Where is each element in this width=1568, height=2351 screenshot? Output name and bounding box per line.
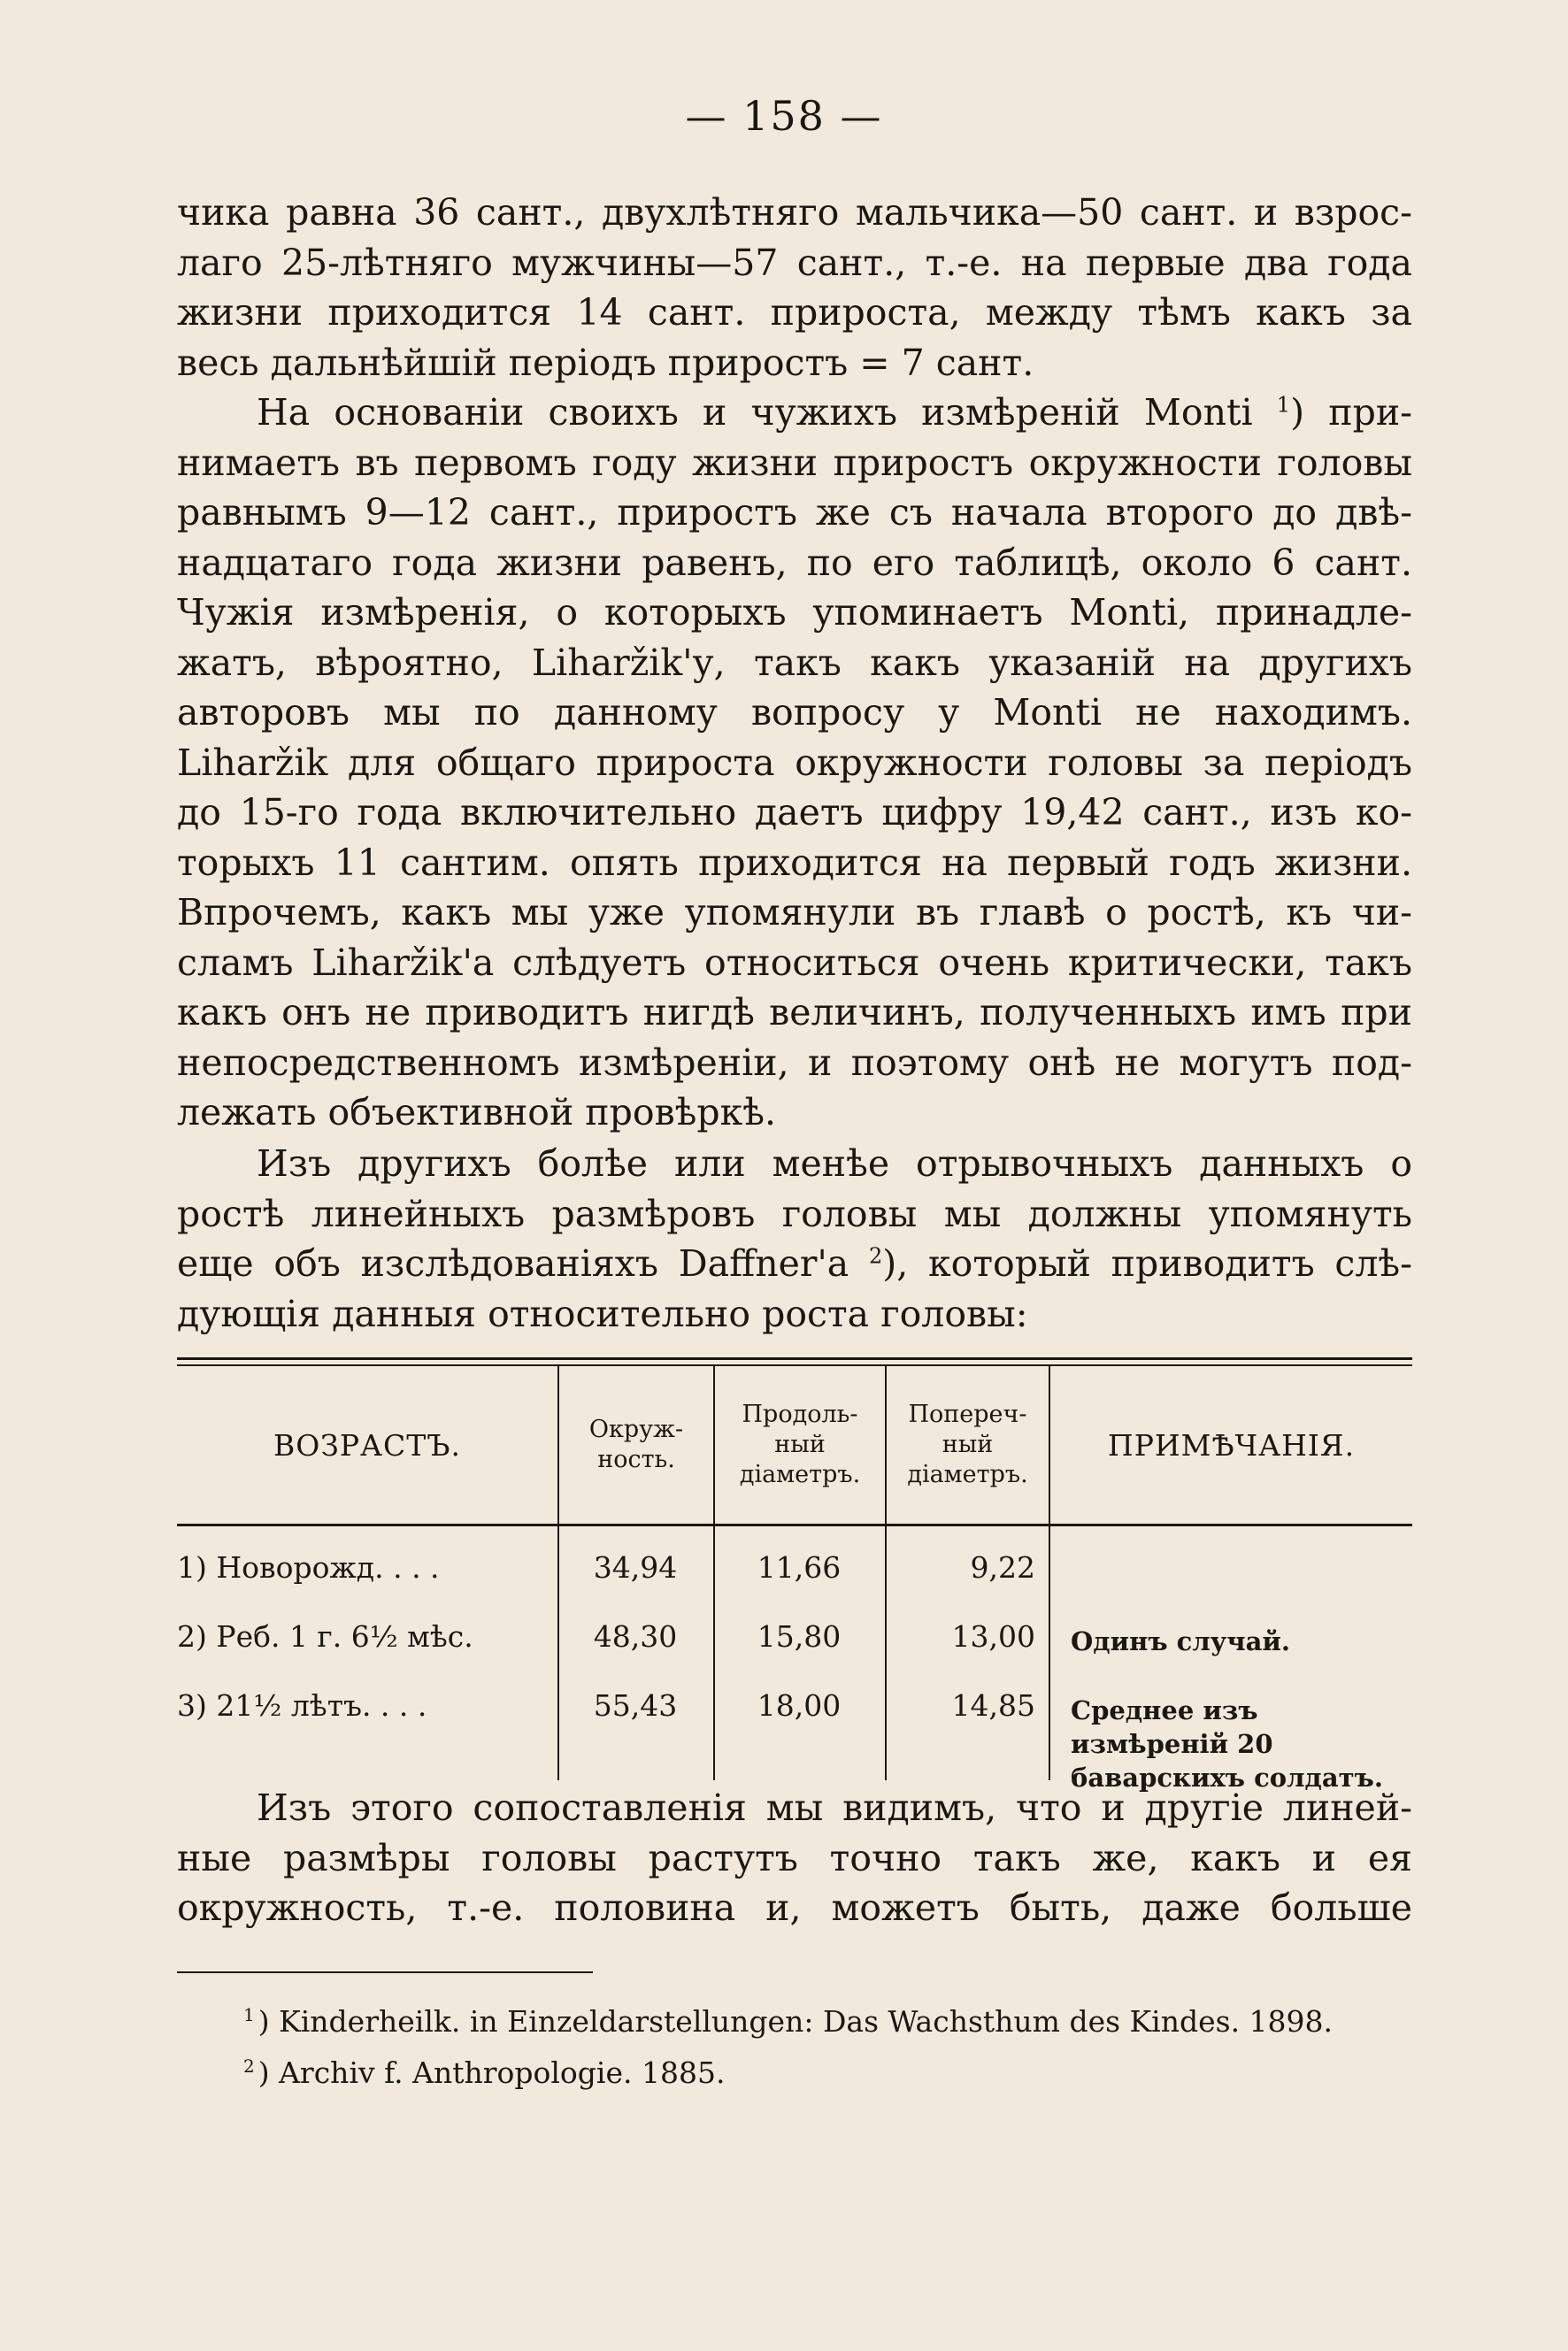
text-line: равнымъ 9—12 сант., приростъ же съ начала второго до двѣ- <box>177 491 1412 534</box>
paragraph-1 <box>177 188 1412 388</box>
cell-circumference: 34,94 <box>593 1550 678 1585</box>
text-line <box>177 1239 1412 1289</box>
line-text: ) при- <box>1290 391 1412 434</box>
line-text: На основаніи своихъ и чужихъ измѣреній Monti <box>257 391 1277 434</box>
paragraph-2 <box>177 388 1412 1138</box>
table-row <box>177 1550 1412 1603</box>
cell-age: 2) Реб. 1 г. 6½ мѣс. <box>177 1619 473 1654</box>
text-line: сламъ Liharžik'а слѣдуетъ относиться очень критически, такъ <box>177 941 1412 984</box>
header-text: Продоль- <box>742 1401 858 1428</box>
text-line: нимаетъ въ первомъ году жизни приростъ окружности головы <box>177 441 1412 484</box>
footnotes <box>243 1993 1420 2095</box>
text-line: надцатаго года жизни равенъ, по его таблицѣ, около 6 сант. <box>177 541 1412 584</box>
text-line: окружность, т.-е. половина и, можетъ быть, даже больше <box>177 1886 1412 1929</box>
cell-longitudinal: 18,00 <box>757 1688 842 1723</box>
header-age: ВОЗРАСТЪ. <box>273 1427 462 1463</box>
text-line: чика равна 36 сант., двухлѣтняго мальчика—50 сант. и взрос- <box>177 191 1412 234</box>
header-text: діаметръ. <box>907 1461 1028 1488</box>
text-line: жизни приходится 14 сант. прироста, между тѣмъ какъ за <box>177 291 1412 334</box>
table-row <box>177 1688 1412 1793</box>
footnote-mark: 2 <box>243 2055 255 2077</box>
footnote-separator <box>177 1971 593 1973</box>
header-notes: ПРИМѢЧАНІЯ. <box>1107 1427 1356 1463</box>
cell-circumference: 55,43 <box>593 1688 678 1723</box>
text-line: дующія данныя относительно роста головы: <box>177 1292 1028 1335</box>
cell-circumference: 48,30 <box>593 1619 678 1654</box>
text-line: ростѣ линейныхъ размѣровъ головы мы должны упомянуть <box>177 1192 1412 1235</box>
footnote-text: ) Archiv f. Anthropologie. 1885. <box>257 2055 726 2090</box>
text-line <box>177 388 1412 438</box>
text-line: весь дальнѣйшій періодъ приростъ = 7 сант. <box>177 341 1034 384</box>
cell-transverse: 9,22 <box>970 1550 1035 1585</box>
text-line: до 15-го года включительно даетъ цифру 19,42 сант., изъ ко- <box>177 791 1412 834</box>
cell-transverse: 13,00 <box>951 1619 1035 1654</box>
cell-longitudinal: 15,80 <box>757 1619 842 1654</box>
footnote <box>243 1993 1420 2044</box>
table-row <box>177 1619 1412 1672</box>
footnote <box>243 2044 1420 2095</box>
header-text: ный <box>774 1431 826 1458</box>
text-line: непосредственномъ измѣреніи, и поэтому онѣ не могутъ под- <box>177 1041 1412 1084</box>
footnote-ref[interactable]: 2 <box>868 1243 883 1269</box>
text-line: Впрочемъ, какъ мы уже упомянули въ главѣ о ростѣ, къ чи- <box>177 891 1412 933</box>
header-text: ность. <box>597 1446 675 1473</box>
header-text: ный <box>942 1431 994 1458</box>
cell-note: Одинъ случай. <box>1071 1626 1290 1656</box>
cell-transverse: 14,85 <box>951 1688 1035 1723</box>
cell-longitudinal: 11,66 <box>757 1550 842 1585</box>
header-transverse-diameter <box>887 1366 1049 1524</box>
table-rule <box>177 1357 1412 1360</box>
text-line: Чужія измѣренія, о которыхъ упоминаетъ Monti, принадле- <box>177 591 1412 634</box>
text-line: Изъ другихъ болѣе или менѣе отрывочныхъ данныхъ о <box>257 1142 1412 1185</box>
paragraph-3 <box>177 1139 1412 1339</box>
text-line: торыхъ 11 сантим. опять приходится на первый годъ жизни. <box>177 841 1412 884</box>
text-line: Liharžik для общаго прироста окружности головы за періодъ <box>177 741 1412 784</box>
text-line: авторовъ мы по данному вопросу у Monti не находимъ. <box>177 691 1412 734</box>
footnote-ref[interactable]: 1 <box>1276 392 1291 418</box>
cell-age: 3) 21½ лѣтъ. . . . <box>177 1688 427 1723</box>
text-line: ные размѣры головы растутъ точно такъ же, какъ и ея <box>177 1836 1412 1879</box>
cell-age: 1) Новорожд. . . . <box>177 1550 440 1585</box>
page-number: — 158 — <box>685 92 883 140</box>
header-circumference <box>559 1366 713 1524</box>
header-longitudinal-diameter <box>715 1366 885 1524</box>
text-line: лежать объективной провѣркѣ. <box>177 1091 777 1133</box>
text-line: жатъ, вѣроятно, Liharžik'у, такъ какъ указаній на другихъ <box>177 641 1412 684</box>
table-rule <box>177 1524 1412 1526</box>
cell-note: Среднее изъ измѣреній 20 баварскихъ солдатъ. <box>1071 1695 1383 1793</box>
text-line: лаго 25-лѣтняго мужчины—57 сант., т.-е. на первые два года <box>177 241 1412 284</box>
header-text: діаметръ. <box>739 1461 861 1488</box>
text-line: какъ онъ не приводитъ нигдѣ величинъ, полученныхъ имъ при <box>177 991 1412 1033</box>
header-text: Окруж- <box>588 1416 684 1443</box>
header-text: Попереч- <box>908 1401 1027 1428</box>
line-text: еще объ изслѣдованіяхъ Daffner'а <box>177 1242 869 1285</box>
text-line: Изъ этого сопоставленія мы видимъ, что и другіе линей- <box>257 1786 1412 1829</box>
line-text: ), который приводитъ слѣ- <box>882 1242 1412 1285</box>
footnote-mark: 1 <box>243 2004 255 2025</box>
paragraph-4 <box>177 1783 1412 1933</box>
footnote-text: ) Kinderheilk. in Einzeldarstellungen: Das Wachsthum des Kindes. 1898. <box>257 2004 1334 2039</box>
